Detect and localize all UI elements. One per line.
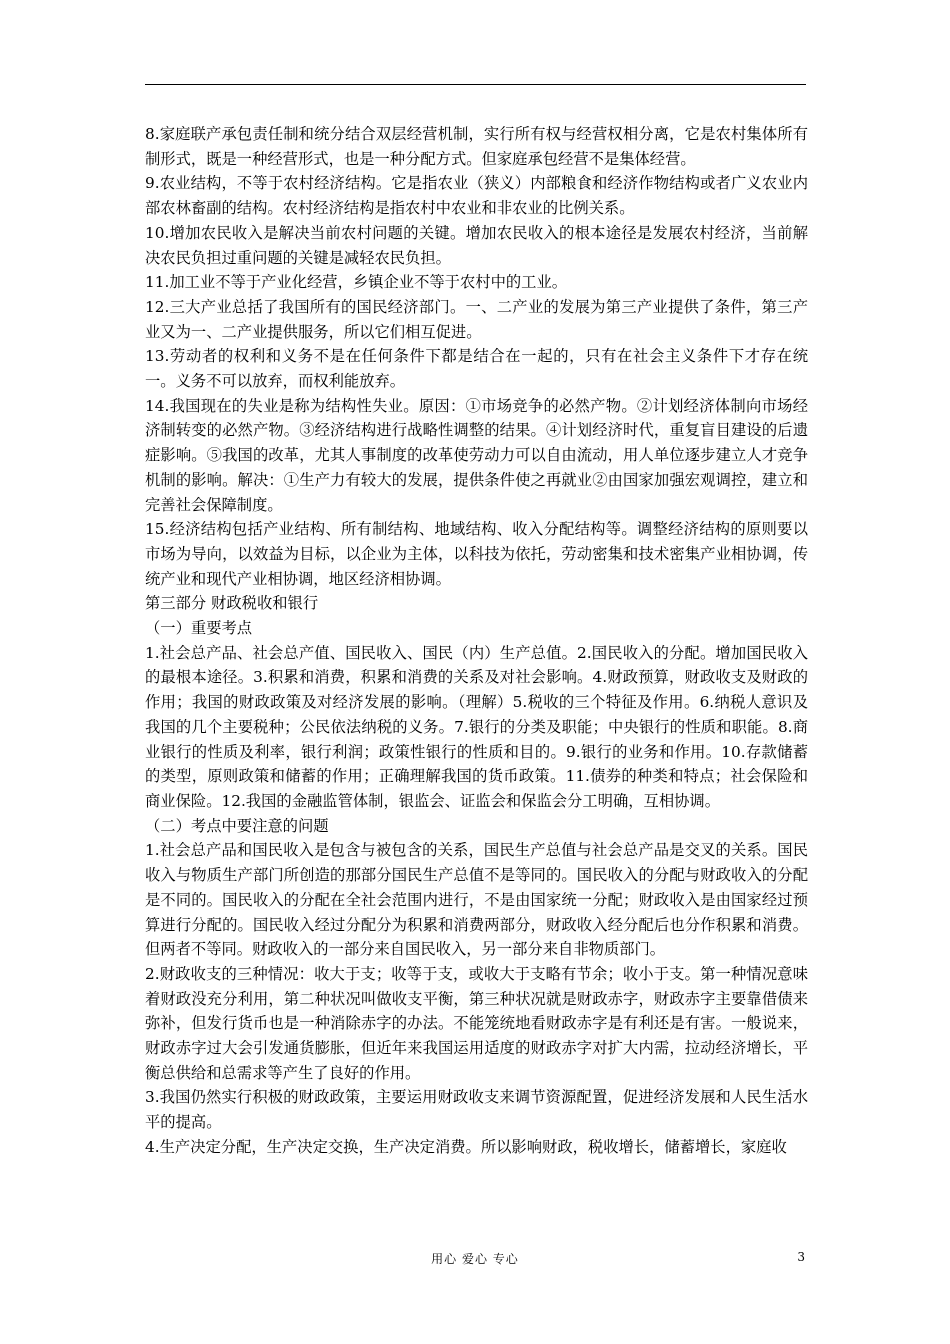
paragraph-item-10: 10.增加农民收入是解决当前农村问题的关键。增加农民收入的根本途径是发展农村经济，当前解决农民负担过重问题的关键是减轻农民负担。 <box>145 223 808 267</box>
section-heading: 第三部分 财政税收和银行 <box>145 594 319 613</box>
note-paragraph-1: 1.社会总产品和国民收入是包含与被包含的关系，国民生产总值与社会总产品是交叉的关系。国民收入与物质生产部门所创造的那部分国民生产总值不是等同的。国民收入的分配与财政收入的分配是不同的。国民收入的分配在全社会范围内进行，不是由国家统一分配；财政收入是由国家经过预算进行分配的。国民收入经过分配分为积累和消费两部分，财政收入经分配后也分作积累和消费。但两者不等同。财政收入的一部分来自国民收入，另一部分来自非物质部门。 <box>145 841 808 959</box>
paragraph-item-9: 9.农业结构，不等于农村经济结构。它是指农业（狭义）内部粮食和经济作物结构或者广义农业内部农林畜副的结构。农村经济结构是指农村中农业和非农业的比例关系。 <box>145 174 808 218</box>
paragraph-item-11: 11.加工业不等于产业化经营，乡镇企业不等于农村中的工业。 <box>145 273 568 292</box>
paragraph-item-15: 15.经济结构包括产业结构、所有制结构、地域结构、收入分配结构等。调整经济结构的原则要以市场为导向，以效益为目标，以企业为主体，以科技为依托，劳动密集和技术密集产业相协调，传统产业和现代产业相协调，地区经济相协调。 <box>145 520 808 588</box>
header-rule <box>145 84 806 85</box>
footer-slogan: 用心 爱心 专心 <box>431 1252 519 1266</box>
paragraph-item-13: 13.劳动者的权利和义务不是在任何条件下都是结合在一起的，只有在社会主义条件下才存在统一。义务不可以放弃，而权利能放弃。 <box>145 347 808 391</box>
key-points-paragraph: 1.社会总产品、社会总产值、国民收入、国民（内）生产总值。2.国民收入的分配。增加国民收入的最根本途径。3.积累和消费，积累和消费的关系及对社会影响。4.财政预算，财政收支及财政的作用；我国的财政政策及对经济发展的影响。（理解）5.税收的三个特征及作用。6.纳税人意识及我国的几个主要税种；公民依法纳税的义务。7.银行的分类及职能；中央银行的性质和职能。8.商业银行的性质及利率，银行利润；政策性银行的性质和目的。9.银行的业务和作用。10.存款储蓄的类型，原则政策和储蓄的作用；正确理解我国的货币政策。11.债券的种类和特点；社会保险和商业保险。12.我国的金融监管体制，银监会、证监会和保监会分工明确，互相协调。 <box>145 643 808 810</box>
paragraph-item-8: 8.家庭联产承包责任制和统分结合双层经营机制，实行所有权与经营权相分离，它是农村集体所有制形式，既是一种经营形式，也是一种分配方式。但家庭承包经营不是集体经营。 <box>145 125 808 168</box>
subsection-heading-notes: （二）考点中要注意的问题 <box>145 816 329 835</box>
document-body <box>145 122 808 1160</box>
subsection-heading-key-points: （一）重要考点 <box>145 619 253 638</box>
note-paragraph-2: 2.财政收支的三种情况：收大于支；收等于支，或收大于支略有节余；收小于支。第一种情况意味着财政没充分利用，第二种状况叫做收支平衡，第三种状况就是财政赤字，财政赤字主要靠借债来弥补，但发行货币也是一种消除赤字的办法。不能笼统地看财政赤字是有利还是有害。一般说来，财政赤字过大会引发通货膨胀，但近年来我国运用适度的财政赤字对扩大内需，拉动经济增长，平衡总供给和总需求等产生了良好的作用。 <box>145 964 808 1082</box>
note-paragraph-3: 3.我国仍然实行积极的财政政策，主要运用财政收支来调节资源配置，促进经济发展和人民生活水平的提高。 <box>145 1088 808 1132</box>
note-paragraph-4: 4.生产决定分配，生产决定交换，生产决定消费。所以影响财政，税收增长，储蓄增长，家庭收 <box>145 1137 787 1156</box>
paragraph-item-14: 14.我国现在的失业是称为结构性失业。原因：①市场竞争的必然产物。②计划经济体制向市场经济制转变的必然产物。③经济结构进行战略性调整的结果。④计划经济时代，重复盲目建设的后遗症影响。⑤我国的改革，尤其人事制度的改革使劳动力可以自由流动，用人单位逐步建立人才竞争机制的影响。解决：①生产力有较大的发展，提供条件使之再就业②由国家加强宏观调控，建立和完善社会保障制度。 <box>145 396 808 514</box>
page-number: 3 <box>797 1250 805 1264</box>
paragraph-item-12: 12.三大产业总括了我国所有的国民经济部门。一、二产业的发展为第三产业提供了条件，第三产业又为一、二产业提供服务，所以它们相互促进。 <box>145 297 808 341</box>
